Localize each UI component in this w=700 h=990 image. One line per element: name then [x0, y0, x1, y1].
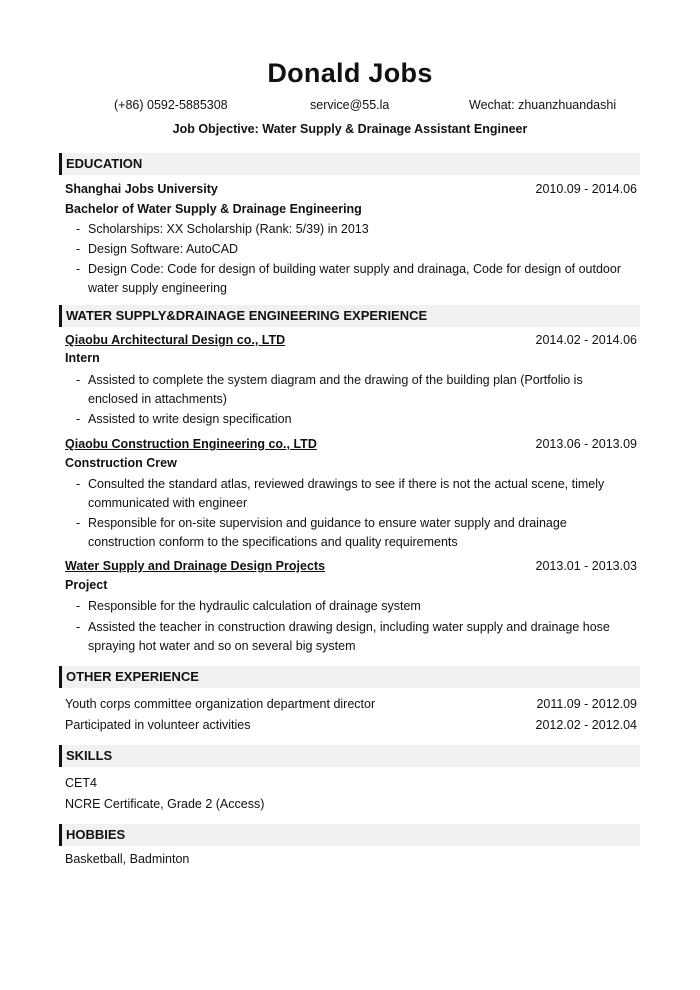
bullet-dash: - [76, 516, 81, 530]
bullet-text: Assisted to complete the system diagram and the drawing of the building plan (Portfolio is enclosed in attachments) [88, 373, 583, 406]
other-experience-dates: 2012.02 - 2012.04 [535, 718, 637, 732]
company-name: Qiaobu Architectural Design co., LTD [65, 333, 286, 347]
list-item [76, 597, 636, 616]
list-item [76, 514, 636, 552]
list-item [76, 618, 636, 656]
job-role: Project [65, 578, 108, 592]
section-heading-experience: WATER SUPPLY&DRAINAGE ENGINEERING EXPERIENCE [59, 305, 640, 327]
email-address: service@55.la [310, 98, 390, 112]
list-item [76, 475, 636, 513]
bullet-text: Assisted the teacher in construction drawing design, including water supply and drainage hose spraying hot water and so on several big system [88, 620, 610, 653]
job-objective: Job Objective: Water Supply & Drainage Assistant Engineer [172, 122, 528, 136]
bullet-text: Design Software: AutoCAD [88, 242, 239, 256]
bullet-text: Scholarships: XX Scholarship (Rank: 5/39) in 2013 [88, 222, 369, 236]
list-item [76, 260, 636, 298]
bullet-dash: - [76, 373, 81, 387]
bullet-dash: - [76, 599, 81, 613]
bullet-dash: - [76, 222, 81, 236]
bullet-text: Responsible for on-site supervision and guidance to ensure water supply and drainage construction conform to the specifications and quality requirements [88, 516, 567, 549]
job-dates: 2013.01 - 2013.03 [535, 559, 637, 573]
list-item [76, 240, 636, 259]
job-dates: 2013.06 - 2013.09 [535, 437, 637, 451]
bullet-dash: - [76, 262, 81, 276]
skill-item: NCRE Certificate, Grade 2 (Access) [65, 797, 265, 811]
candidate-name: Donald Jobs [267, 58, 433, 88]
company-name: Qiaobu Construction Engineering co., LTD [65, 437, 317, 451]
hobbies-text: Basketball, Badminton [65, 852, 190, 866]
education-dates: 2010.09 - 2014.06 [535, 182, 637, 196]
section-heading-other-experience: OTHER EXPERIENCE [59, 666, 640, 688]
bullet-text: Design Code: Code for design of building water supply and drainaga, Code for design of outdoor water supply engineering [88, 262, 621, 295]
bullet-text: Assisted to write design specification [88, 412, 292, 426]
section-heading-education: EDUCATION [59, 153, 640, 175]
section-heading-hobbies: HOBBIES [59, 824, 640, 846]
other-experience-dates: 2011.09 - 2012.09 [536, 697, 637, 711]
job-role: Intern [65, 351, 100, 365]
other-experience-item: Youth corps committee organization department director [65, 697, 376, 711]
bullet-text: Responsible for the hydraulic calculation of drainage system [88, 599, 421, 613]
other-experience-item: Participated in volunteer activities [65, 718, 251, 732]
list-item [76, 410, 636, 429]
job-role: Construction Crew [65, 456, 177, 470]
job-dates: 2014.02 - 2014.06 [535, 333, 637, 347]
bullet-text: Consulted the standard atlas, reviewed drawings to see if there is not the actual scene, timely communicated with engineer [88, 477, 605, 510]
list-item [76, 220, 636, 239]
bullet-dash: - [76, 477, 81, 491]
school-name: Shanghai Jobs University [65, 182, 218, 196]
degree-title: Bachelor of Water Supply & Drainage Engineering [65, 202, 362, 216]
bullet-dash: - [76, 242, 81, 256]
phone-number: (+86) 0592-5885308 [114, 98, 228, 112]
list-item [76, 371, 636, 409]
company-name: Water Supply and Drainage Design Projects [65, 559, 326, 573]
wechat-id: Wechat: zhuanzhuandashi [469, 98, 617, 112]
bullet-dash: - [76, 620, 81, 634]
bullet-dash: - [76, 412, 81, 426]
section-heading-skills: SKILLS [59, 745, 640, 767]
skill-item: CET4 [65, 776, 97, 790]
